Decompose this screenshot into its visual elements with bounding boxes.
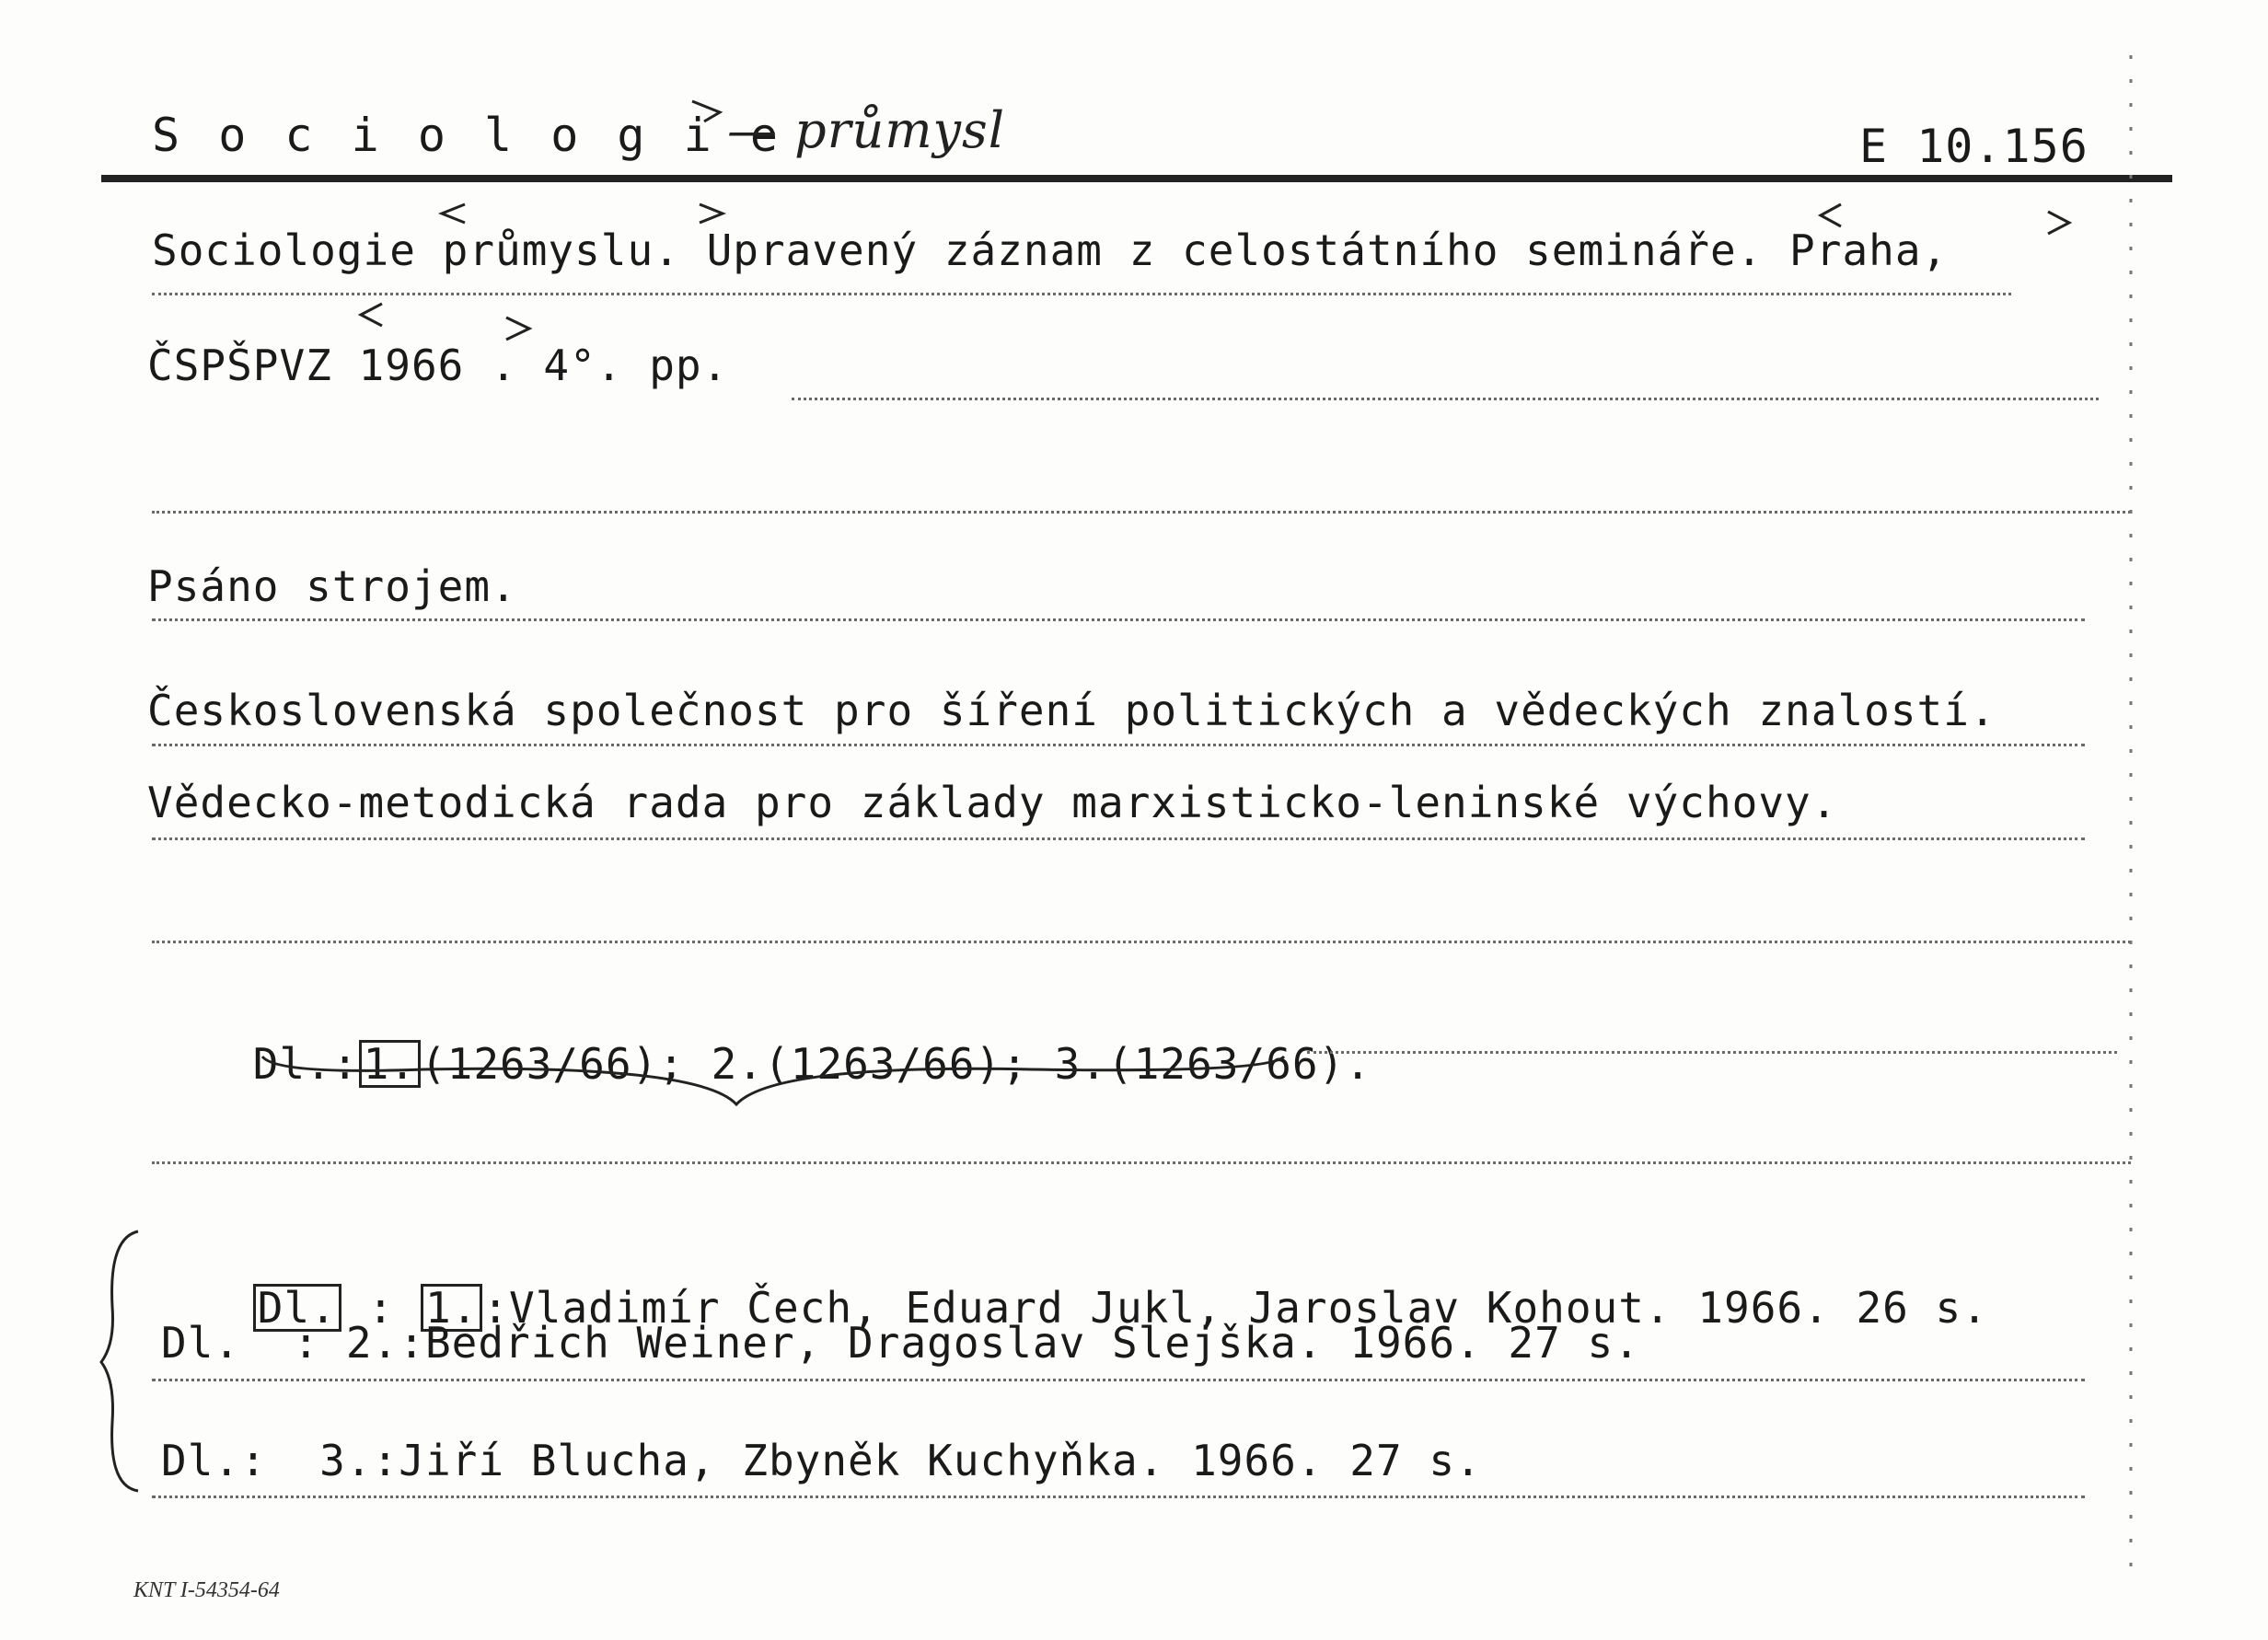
volume-number-box: 1. <box>359 1040 421 1088</box>
handwritten-subject-note: — průmysl <box>727 101 1006 159</box>
angle-mark <box>2048 212 2069 234</box>
dotted-guide <box>152 1496 2085 1498</box>
dotted-guide <box>152 941 2131 943</box>
corporate-author-1: Československá společnost pro šíření politických a vědeckých znalostí. <box>147 686 1996 735</box>
volume-2: Dl. : 2.:Bedřich Weiner, Dragoslav Slejška. 1966. 27 s. <box>161 1318 1640 1368</box>
title-line-1: Sociologie průmyslu. Upravený záznam z celostátního semináře. Praha, <box>152 225 1949 275</box>
dotted-guide <box>1307 1051 2117 1054</box>
volume-prefix-box: Dl. <box>253 1284 341 1332</box>
dotted-guide <box>152 744 2085 746</box>
angle-mark <box>700 204 723 223</box>
angle-mark <box>361 304 382 326</box>
corporate-author-2: Vědecko-metodická rada pro základy marxisticko-leninské výchovy. <box>147 778 1838 827</box>
call-number: E 10.156 <box>1859 120 2089 173</box>
dotted-guide <box>152 1379 2085 1381</box>
dotted-guide <box>152 837 2085 840</box>
angle-mark <box>442 204 465 223</box>
volumes-summary-prefix: Dl.: <box>252 1039 359 1089</box>
header-rule <box>101 175 2172 182</box>
dotted-guide <box>792 398 2099 400</box>
angle-mark <box>506 318 529 340</box>
volume-number-box: 1. <box>421 1284 482 1332</box>
volume-3: Dl.: 3.:Jiří Blucha, Zbyněk Kuchyňka. 1966. 27 s. <box>161 1436 1482 1485</box>
dotted-guide <box>152 1161 2131 1164</box>
angle-mark <box>1821 204 1841 226</box>
physical-note: Psáno strojem. <box>147 561 517 611</box>
volumes-summary-text: (1263/66); 2.(1263/66); 3.(1263/66). <box>420 1039 1371 1089</box>
dotted-guide <box>152 618 2085 621</box>
print-code: KNT I-54354-64 <box>133 1578 280 1602</box>
volumes-summary <box>147 989 1371 1138</box>
dotted-guide <box>152 511 2131 514</box>
subject-heading: S o c i o l o g i e <box>152 109 783 162</box>
title-line-2: ČSPŠPVZ 1966 . 4°. pp. <box>147 341 729 390</box>
dotted-guide <box>152 293 2011 295</box>
left-brace-mark <box>101 1231 138 1491</box>
volume-1-text: :Vladimír Čech, Eduard Jukl, Jaroslav Kohout. 1966. 26 s. <box>482 1283 1988 1333</box>
volume-1: Dl. : 1. :Vladimír Čech, Eduard Jukl, Jaroslav Kohout. 1966. 26 s. <box>147 1233 1988 1382</box>
